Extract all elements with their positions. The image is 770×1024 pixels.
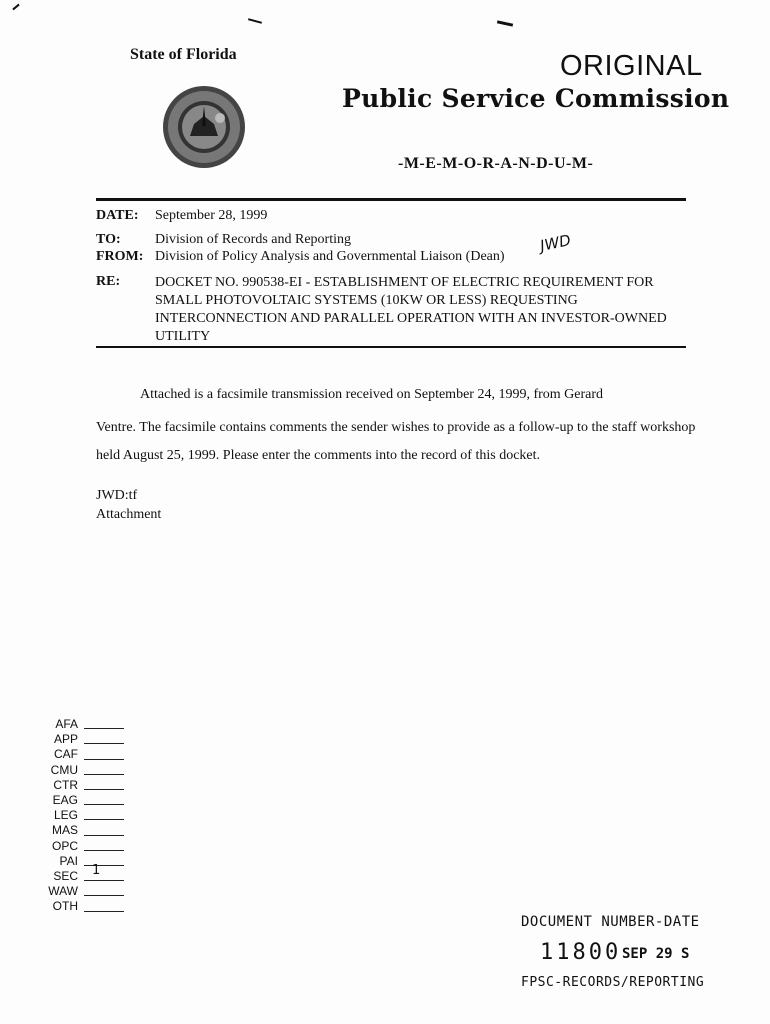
- routing-code: AFA: [55, 717, 78, 731]
- routing-blank: [84, 856, 124, 866]
- header-rule: [96, 198, 686, 201]
- routing-blank: [84, 871, 124, 881]
- routing-row: [40, 808, 124, 823]
- body-paragraph: Ventre. The facsimile contains comments the sender wishes to provide as a follow-up to the staff workshop held August 25, 1999. Please enter the comments into the record of this docket.: [96, 420, 696, 463]
- agency-title: Public Service Commission: [342, 84, 730, 113]
- routing-row: [40, 747, 124, 762]
- routing-code: LEG: [53, 808, 78, 823]
- routing-code: CAF: [54, 747, 78, 762]
- routing-row: [40, 793, 124, 808]
- routing-code: PAI: [59, 853, 78, 868]
- re-subject: DOCKET NO. 990538-EI - ESTABLISHMENT OF ELECTRIC REQUIREMENT FOR SMALL PHOTOVOLTAIC SYSTEMS (10KW OR LESS) REQUESTING INTERCONNECTION AND PARALLEL OPERATION WITH AN INVESTOR-OWNED UTILITY: [155, 275, 667, 344]
- re-label: RE:: [96, 274, 121, 289]
- sec-check-mark: 1: [92, 863, 101, 878]
- routing-code: SEC: [53, 869, 78, 884]
- routing-row: [40, 763, 124, 778]
- scan-speck: [248, 18, 262, 24]
- state-seal-icon: [160, 84, 248, 170]
- routing-blank: [84, 886, 124, 896]
- body-first-line: Attached is a facsimile transmission received on September 24, 1999, from Gerard: [140, 387, 604, 402]
- state-name: State of Florida: [130, 46, 237, 63]
- routing-blank: [84, 795, 124, 805]
- routing-row: [40, 732, 124, 747]
- stamp-date: SEP 29 S: [622, 946, 690, 962]
- routing-row: [40, 869, 124, 884]
- routing-row: [40, 717, 124, 732]
- routing-row: [40, 778, 124, 793]
- routing-row: [40, 884, 124, 899]
- routing-blank: [84, 765, 124, 775]
- routing-row: [40, 899, 124, 914]
- to-value: Division of Records and Reporting: [155, 232, 351, 247]
- routing-blank: [84, 841, 124, 851]
- subject-rule: [96, 346, 686, 348]
- stamp-office: FPSC-RECORDS/REPORTING: [521, 975, 705, 990]
- routing-row: [40, 823, 124, 838]
- date-value: September 28, 1999: [155, 208, 268, 223]
- routing-code: MAS: [51, 823, 78, 838]
- to-label: TO:: [96, 232, 121, 247]
- routing-code: CTR: [53, 777, 78, 792]
- routing-list: [40, 717, 124, 915]
- stamp-label: DOCUMENT NUMBER-DATE: [521, 914, 700, 930]
- routing-row: [40, 854, 124, 869]
- routing-row: [40, 839, 124, 854]
- routing-blank: [84, 826, 124, 836]
- from-label: FROM:: [96, 249, 144, 264]
- routing-code: CMU: [50, 762, 78, 777]
- routing-code: APP: [53, 732, 78, 747]
- date-label: DATE:: [96, 208, 139, 223]
- routing-blank: [84, 750, 124, 760]
- routing-code: OPC: [51, 838, 78, 853]
- from-value: Division of Policy Analysis and Governmental Liaison (Dean): [155, 249, 505, 264]
- attachment-note: Attachment: [96, 507, 162, 522]
- routing-blank: [84, 734, 124, 744]
- routing-code: WAW: [48, 884, 78, 899]
- scan-speck: [497, 20, 513, 26]
- original-stamp: ORIGINAL: [560, 50, 703, 82]
- scan-speck: [12, 4, 19, 11]
- routing-code: EAG: [52, 793, 78, 808]
- routing-blank: [84, 719, 124, 729]
- document-type: -M-E-M-O-R-A-N-D-U-M-: [398, 155, 594, 172]
- routing-blank: [84, 810, 124, 820]
- routing-blank: [84, 780, 124, 790]
- routing-code: OTH: [52, 899, 78, 914]
- stamp-number: 11800: [540, 940, 622, 965]
- routing-blank: [84, 902, 124, 912]
- typist-initials: JWD:tf: [96, 488, 138, 503]
- handwritten-initials: JWD: [538, 230, 573, 256]
